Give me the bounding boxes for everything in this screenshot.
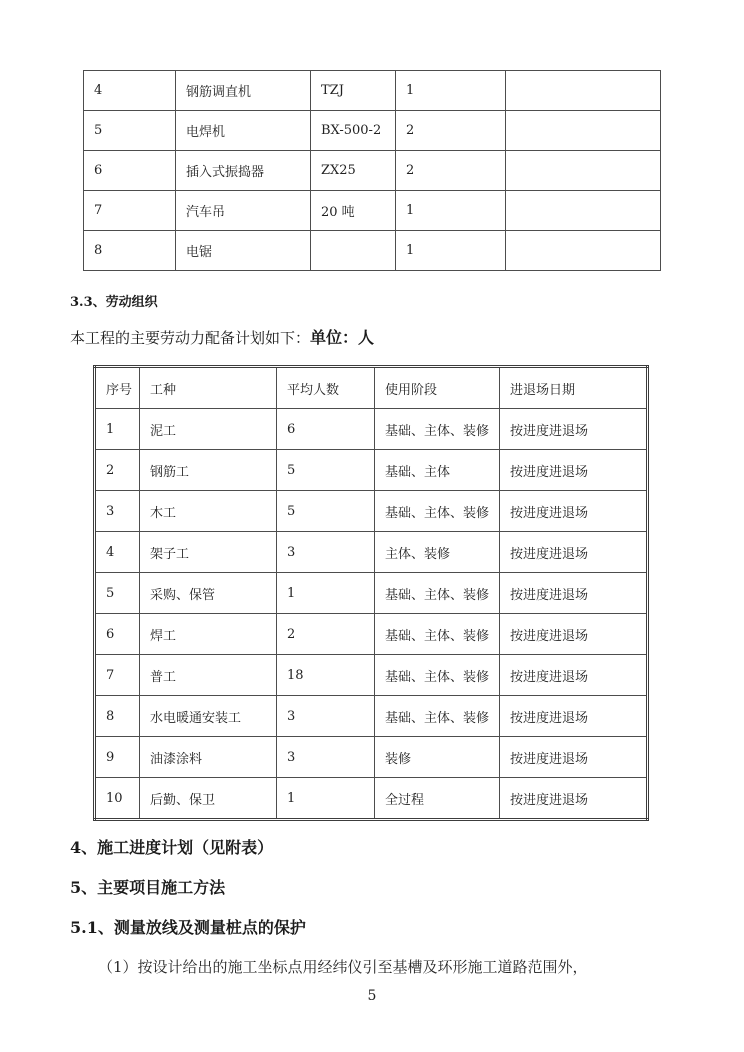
table-cell: 普工	[140, 655, 277, 696]
table-cell: 按进度进退场	[500, 491, 648, 532]
table-row	[95, 450, 648, 491]
table-cell: 基础、主体	[375, 450, 500, 491]
table-cell: 基础、主体、装修	[375, 573, 500, 614]
table-cell: 3	[95, 491, 140, 532]
table-cell: 电焊机	[176, 111, 311, 151]
section-4-heading: 4、施工进度计划（见附表）	[70, 838, 274, 857]
table-cell: 6	[84, 151, 176, 191]
table-cell: 按进度进退场	[500, 532, 648, 573]
table-row	[95, 409, 648, 450]
table-row	[95, 614, 648, 655]
table-cell: 6	[95, 614, 140, 655]
table-cell: 插入式振捣器	[176, 151, 311, 191]
table-cell: 采购、保管	[140, 573, 277, 614]
table-cell: 泥工	[140, 409, 277, 450]
table-cell: 18	[277, 655, 375, 696]
table-header-cell: 工种	[140, 367, 277, 409]
table-cell	[506, 71, 661, 111]
table-cell: 10	[95, 778, 140, 820]
table-cell	[506, 111, 661, 151]
table-cell: 3	[277, 696, 375, 737]
table-cell: 架子工	[140, 532, 277, 573]
table-cell: 7	[95, 655, 140, 696]
table-cell: 1	[95, 409, 140, 450]
table-cell: 水电暖通安装工	[140, 696, 277, 737]
table-cell: 1	[396, 71, 506, 111]
table-cell: 4	[95, 532, 140, 573]
table-cell: 2	[396, 111, 506, 151]
table-cell	[506, 191, 661, 231]
table-cell	[506, 151, 661, 191]
equipment-table	[83, 70, 661, 271]
table-cell: 钢筋调直机	[176, 71, 311, 111]
table-cell: 按进度进退场	[500, 409, 648, 450]
table-cell: ZX25	[311, 151, 396, 191]
table-row	[95, 491, 648, 532]
table-cell: BX-500-2	[311, 111, 396, 151]
table-header-cell: 序号	[95, 367, 140, 409]
section-3-3-heading: 3.3、劳动组织	[70, 295, 158, 310]
table-row	[95, 737, 648, 778]
table-header-cell: 平均人数	[277, 367, 375, 409]
table-cell: 6	[277, 409, 375, 450]
table-header-cell: 进退场日期	[500, 367, 648, 409]
table-cell: 按进度进退场	[500, 450, 648, 491]
table-cell: 油漆涂料	[140, 737, 277, 778]
table-row	[84, 111, 661, 151]
table-cell: 5	[84, 111, 176, 151]
labor-table	[93, 365, 649, 821]
table-cell: 5	[277, 491, 375, 532]
table-row	[95, 655, 648, 696]
table-cell: 全过程	[375, 778, 500, 820]
table-cell: 8	[95, 696, 140, 737]
labor-intro-unit: 单位：人	[310, 328, 375, 347]
table-row	[95, 532, 648, 573]
table-cell: 基础、主体、装修	[375, 491, 500, 532]
table-row	[84, 191, 661, 231]
table-cell: 按进度进退场	[500, 778, 648, 820]
table-row	[95, 778, 648, 820]
table-cell: 2	[277, 614, 375, 655]
table-cell: 木工	[140, 491, 277, 532]
table-cell: 基础、主体、装修	[375, 655, 500, 696]
table-cell: 主体、装修	[375, 532, 500, 573]
table-cell: 1	[396, 191, 506, 231]
section-5-1-heading: 5.1、测量放线及测量桩点的保护	[70, 918, 306, 937]
table-cell: 汽车吊	[176, 191, 311, 231]
table-cell: 3	[277, 737, 375, 778]
table-cell: 5	[95, 573, 140, 614]
table-cell: 按进度进退场	[500, 614, 648, 655]
table-cell: 5	[277, 450, 375, 491]
table-row	[84, 71, 661, 111]
table-cell: 1	[396, 231, 506, 271]
table-row	[84, 151, 661, 191]
table-cell: 基础、主体、装修	[375, 696, 500, 737]
table-cell: 2	[396, 151, 506, 191]
table-cell: 3	[277, 532, 375, 573]
table-cell: 7	[84, 191, 176, 231]
table-cell: 1	[277, 778, 375, 820]
table-cell: 按进度进退场	[500, 737, 648, 778]
table-cell: 4	[84, 71, 176, 111]
table-row	[84, 231, 661, 271]
table-cell: 8	[84, 231, 176, 271]
table-cell	[506, 231, 661, 271]
table-cell: 基础、主体、装修	[375, 409, 500, 450]
table-cell: 按进度进退场	[500, 655, 648, 696]
table-header-cell: 使用阶段	[375, 367, 500, 409]
page-number: 5	[367, 988, 377, 1004]
table-cell: 电锯	[176, 231, 311, 271]
table-cell: 后勤、保卫	[140, 778, 277, 820]
labor-intro-text: 本工程的主要劳动力配备计划如下：	[70, 329, 311, 347]
table-header-row	[95, 367, 648, 409]
table-cell: 2	[95, 450, 140, 491]
labor-intro-line	[70, 325, 374, 348]
table-row	[95, 573, 648, 614]
table-cell: 焊工	[140, 614, 277, 655]
table-cell: 钢筋工	[140, 450, 277, 491]
table-cell: TZJ	[311, 71, 396, 111]
section-5-heading: 5、主要项目施工方法	[70, 878, 226, 897]
table-row	[95, 696, 648, 737]
table-cell	[311, 231, 396, 271]
table-cell: 按进度进退场	[500, 696, 648, 737]
table-cell: 按进度进退场	[500, 573, 648, 614]
paragraph-1: （1）按设计给出的施工坐标点用经纬仪引至基槽及环形施工道路范围外，	[98, 958, 588, 976]
table-cell: 20 吨	[311, 191, 396, 231]
table-cell: 9	[95, 737, 140, 778]
table-cell: 1	[277, 573, 375, 614]
table-cell: 基础、主体、装修	[375, 614, 500, 655]
table-cell: 装修	[375, 737, 500, 778]
